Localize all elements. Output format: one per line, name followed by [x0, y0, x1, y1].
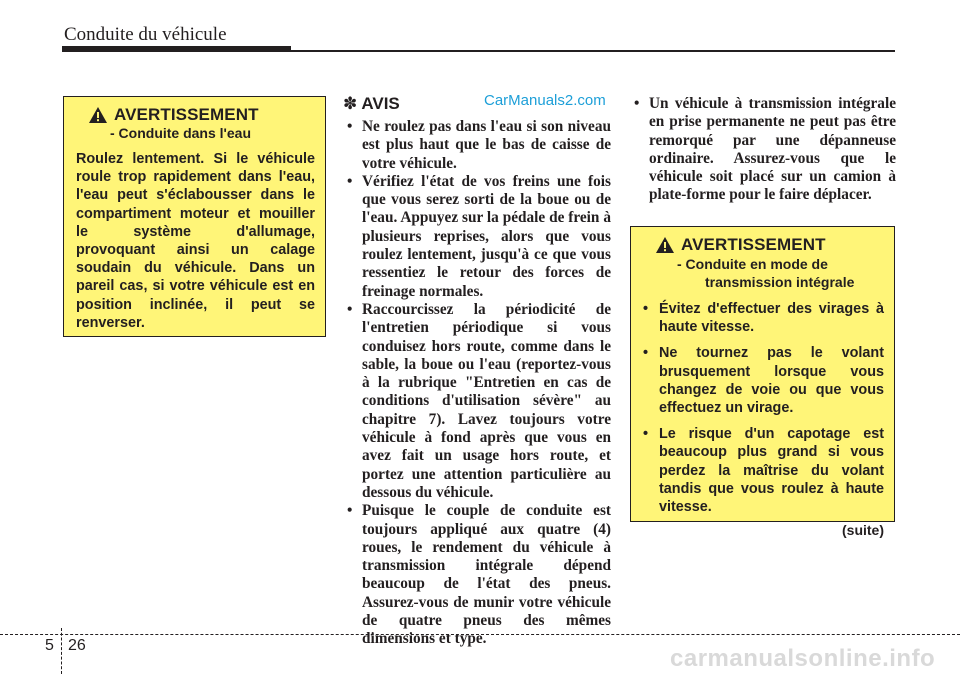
- footer-rule: [0, 634, 960, 635]
- warning-triangle-icon: [655, 236, 675, 254]
- warning-title-row: [88, 105, 315, 125]
- warning-box-awd: [630, 226, 895, 539]
- watermark-carmanuals: CarManuals2.com: [484, 92, 606, 109]
- warning-subtitle: [677, 255, 884, 291]
- footer-divider: [61, 628, 62, 674]
- warning-list-item: • Ne tournez pas le volant brusquement lorsque vous changez de voie ou que vous effectuez un virage.: [643, 344, 884, 417]
- warning-subtitle-line2: transmission intégrale: [705, 274, 855, 290]
- warning-triangle-icon: [88, 106, 108, 124]
- avis-item: • Vérifiez l'état de vos freins une fois que vous serez sorti de la boue ou de l'eau. Appuyez sur la pédale de frein à plusieurs reprises, alors que vous roulez lentement, jusqu'à ce que vous ressentiez le retour des forces de freinage normales.: [343, 173, 611, 301]
- warning-box-water-driving: [63, 96, 326, 337]
- warning-title-row: [655, 235, 884, 255]
- avis-column: [343, 118, 611, 649]
- header-rule-thick: [62, 46, 291, 52]
- page-number: 26: [68, 637, 86, 654]
- warning-list: [643, 300, 884, 516]
- page-header-title: Conduite du véhicule: [64, 24, 227, 45]
- avis-item: • Ne roulez pas dans l'eau si son niveau est plus haut que le bas de caisse de votre véhicule.: [343, 118, 611, 173]
- warning-title: AVERTISSEMENT: [114, 105, 259, 124]
- avis-heading: ✽ AVIS: [343, 94, 400, 113]
- warning-title: AVERTISSEMENT: [681, 235, 826, 254]
- chapter-number: 5: [45, 637, 54, 654]
- right-column: [630, 95, 896, 205]
- continued-label: (suite): [842, 522, 884, 539]
- warning-body: Roulez lentement. Si le véhicule roule trop rapidement dans l'eau, l'eau peut s'éclabousser dans le compartiment moteur et mouiller le système d'allumage, provoquant ainsi un calage soudain du véhicule. Dans un pareil cas, si votre véhicule est en position inclinée, il peut se renverser.: [76, 151, 315, 331]
- header-rule-thin: [291, 50, 895, 52]
- warning-list-item: • Le risque d'un capotage est beaucoup plus grand si vous perdez la maîtrise du volant tandis que vous roulez à haute vitesse.: [643, 425, 884, 516]
- warning-list-item: • Évitez d'effectuer des virages à haute vitesse.: [643, 300, 884, 336]
- warning-subtitle: - Conduite dans l'eau: [110, 125, 252, 141]
- watermark-carmanualsonline: carmanualsonline.info: [670, 645, 936, 672]
- right-column-item: • Un véhicule à transmission intégrale en prise permanente ne peut pas être remorqué par une dépanneuse ordinaire. Assurez-vous que le véhicule soit placé sur un camion à plate-forme pour le faire déplacer.: [630, 95, 896, 205]
- warning-subtitle-line1: - Conduite en mode de: [677, 256, 828, 272]
- avis-item: • Raccourcissez la périodicité de l'entretien périodique si vous conduisez hors route, comme dans le sable, la boue ou l'eau (reportez-vous à la rubrique "Entretien en cas de conditions d'utilisation sévère" au chapitre 7). Lavez toujours votre véhicule à fond après que vous en avez fait un usage hors route, et portez une attention particulière au dessous du véhicule.: [343, 301, 611, 502]
- avis-item: • Puisque le couple de conduite est toujours appliqué aux quatre (4) roues, le rendement du véhicule à transmission intégrale dépend beaucoup de l'état des pneus. Assurez-vous de munir votre véhicule de quatre pneus des mêmes dimensions et type.: [343, 502, 611, 648]
